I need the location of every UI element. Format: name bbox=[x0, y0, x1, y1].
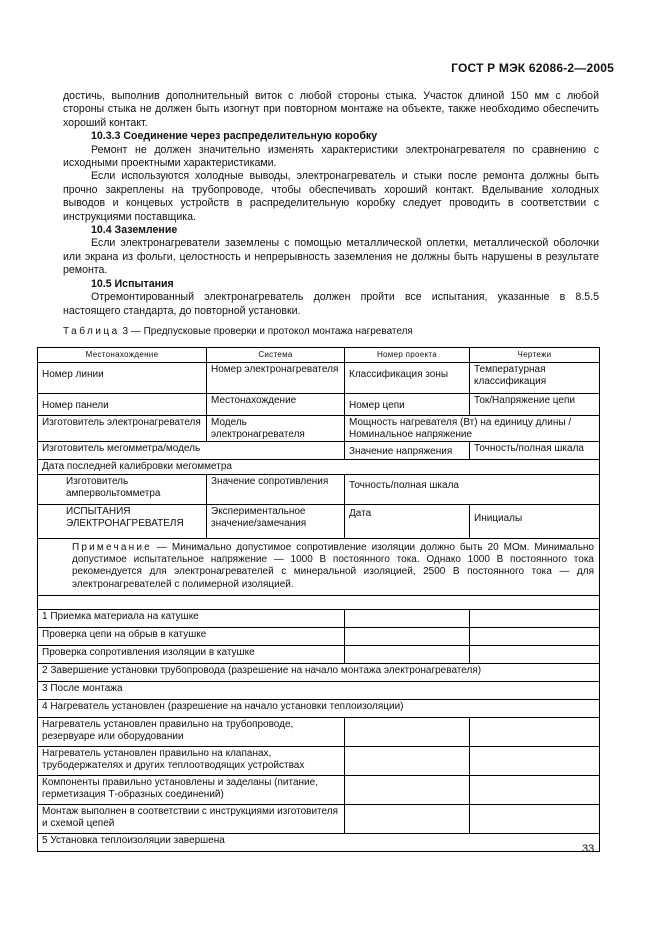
section-heading-10-4: 10.4 Заземление bbox=[91, 224, 178, 237]
table-row bbox=[38, 746, 600, 775]
paragraph: Ремонт не должен значительно изменять характеристики электронагревателя по сравнению с исходными проектными характеристиками. bbox=[63, 143, 599, 170]
table-row bbox=[38, 460, 600, 475]
table-cell bbox=[470, 609, 600, 627]
table-cell: 1 Приемка материала на катушке bbox=[38, 609, 345, 627]
table-cell: Номер панели bbox=[38, 393, 207, 415]
table-cell bbox=[345, 775, 470, 804]
spacer-cell bbox=[38, 595, 600, 609]
table-cell: Классификация зоны bbox=[345, 362, 470, 393]
table-cell: Точность/полная шкала bbox=[345, 474, 600, 504]
table-row bbox=[38, 717, 600, 746]
table-row bbox=[38, 645, 600, 663]
table-cell: 2 Завершение установки трубопровода (разрешение на начало монтажа электронагревателя) bbox=[38, 663, 600, 681]
page-number: 33 bbox=[582, 843, 595, 855]
table-row bbox=[38, 609, 600, 627]
table-row bbox=[38, 504, 600, 538]
table-cell: Местонахождение bbox=[207, 393, 345, 415]
table-cell bbox=[345, 804, 470, 833]
table-row bbox=[38, 775, 600, 804]
note-text: — Минимально допустимое сопротивление изоляции должно быть 20 МОм. Минимально допустимое испытательное напряжение — 1000 В постоянного тока. Однако 1000 В постоянного тока рекомендуется для электронагревателей с минеральной изоляцией, 2500 В постоянного тока — для электронагревателей с полимерной изоляцией. bbox=[72, 541, 594, 590]
table-cell: Дата bbox=[345, 504, 470, 538]
document-code-header: ГОСТ Р МЭК 62086-2—2005 bbox=[451, 61, 614, 75]
table-cell: Инициалы bbox=[470, 504, 600, 538]
paragraph: достичь, выполнив дополнительный виток с любой стороны стыка. Участок длиной 150 мм с любой стороны стыка не должен быть изогнут при повторном монтаже на объекте, также необходимо обеспечить хороший контакт. bbox=[63, 90, 599, 129]
table-cell bbox=[345, 746, 470, 775]
paragraph: Отремонтированный электронагреватель должен пройти все испытания, указанные в 8.5.5 настоящего стандарта, до повторной установки. bbox=[63, 291, 599, 317]
table-cell bbox=[470, 627, 600, 645]
table-cell bbox=[470, 717, 600, 746]
table-cell: Изготовитель ампервольтомметра bbox=[38, 474, 207, 504]
installation-protocol-table bbox=[37, 347, 600, 852]
table-cell bbox=[470, 775, 600, 804]
table-row bbox=[38, 595, 600, 609]
table-row bbox=[38, 393, 600, 415]
table-cell: 4 Нагреватель установлен (разрешение на начало установки теплоизоляции) bbox=[38, 699, 600, 717]
note-word: Примечание bbox=[72, 541, 152, 553]
table-row bbox=[38, 699, 600, 717]
table-cell: 3 После монтажа bbox=[38, 681, 600, 699]
table-caption bbox=[63, 326, 413, 337]
paragraph: Если электронагреватели заземлены с помощью металлической оплетки, металлической оболочки или экрана из фольги, целостность и непрерывность заземления не должны быть нарушены в результате ремонта. bbox=[63, 237, 599, 277]
table-cell: Номер цепи bbox=[345, 393, 470, 415]
table-row bbox=[38, 663, 600, 681]
table-cell bbox=[470, 746, 600, 775]
table-row bbox=[38, 804, 600, 833]
table-row bbox=[38, 474, 600, 504]
table-cell: Проверка цепи на обрыв в катушке bbox=[38, 627, 345, 645]
section-heading-10-3-3: 10.3.3 Соединение через распределительную коробку bbox=[91, 130, 378, 143]
table-cell: Ток/Напряжение цепи bbox=[470, 393, 600, 415]
table-header-row bbox=[38, 348, 600, 363]
table-cell: Дата последней калибровки мегомметра bbox=[38, 460, 600, 475]
table-cell: Изготовитель электронагревателя bbox=[38, 415, 207, 442]
table-cell bbox=[470, 804, 600, 833]
table-cell: Изготовитель мегомметра/модель bbox=[38, 442, 345, 460]
table-cell bbox=[470, 645, 600, 663]
table-cell bbox=[345, 627, 470, 645]
table-row bbox=[38, 681, 600, 699]
table-row bbox=[38, 362, 600, 393]
table-cell: Мощность нагревателя (Вт) на единицу длины / Номинальное напряжение bbox=[345, 415, 600, 442]
table-cell: Нагреватель установлен правильно на клапанах, трубодержателях и других теплоотводящих устройствах bbox=[38, 746, 345, 775]
table-cell: Проверка сопротивления изоляции в катушке bbox=[38, 645, 345, 663]
table-row bbox=[38, 415, 600, 442]
table-cell bbox=[345, 645, 470, 663]
table-row bbox=[38, 627, 600, 645]
table-cell: Значение сопротивления bbox=[207, 474, 345, 504]
table-cell: Номер электронагревателя bbox=[207, 362, 345, 393]
table-caption-text: 3 — Предпусковые проверки и протокол монтажа нагревателя bbox=[122, 326, 413, 337]
table-cell bbox=[345, 717, 470, 746]
col-header: Местонахождение bbox=[38, 348, 207, 363]
table-cell: Компоненты правильно установлены и заделаны (питание, герметизация Т-образных соединений) bbox=[38, 775, 345, 804]
col-header: Система bbox=[207, 348, 345, 363]
table-cell: Экспериментальное значение/замечания bbox=[207, 504, 345, 538]
col-header: Номер проекта bbox=[345, 348, 470, 363]
table-cell: Нагреватель установлен правильно на трубопроводе, резервуаре или оборудовании bbox=[38, 717, 345, 746]
table-note bbox=[38, 538, 600, 595]
body-text bbox=[63, 90, 599, 318]
col-header: Чертежи bbox=[470, 348, 600, 363]
table-cell: Точность/полная шкала bbox=[470, 442, 600, 460]
table-cell bbox=[345, 609, 470, 627]
table-cell: Модель электронагревателя bbox=[207, 415, 345, 442]
table-cell: ИСПЫТАНИЯ ЭЛЕКТРОНАГРЕВАТЕЛЯ bbox=[38, 504, 207, 538]
table-cell: 5 Установка теплоизоляции завершена bbox=[38, 833, 600, 851]
paragraph: Если используются холодные выводы, электронагреватель и стыки после ремонта должны быть прочно закреплены на трубопроводе, чтобы обеспечивать хороший контакт. Вделывание холодных выводов и концевых устройств в распределительную коробку следует проводить в соответствии с инструкциями поставщика. bbox=[63, 170, 599, 223]
table-caption-word: Таблица bbox=[63, 326, 120, 337]
table-cell: Монтаж выполнен в соответствии с инструкциями изготовителя и схемой цепей bbox=[38, 804, 345, 833]
table-cell: Температурная классификация bbox=[470, 362, 600, 393]
section-heading-10-5: 10.5 Испытания bbox=[91, 277, 174, 290]
table-cell: Номер линии bbox=[38, 362, 207, 393]
table-row bbox=[38, 442, 600, 460]
table-cell: Значение напряжения bbox=[345, 442, 470, 460]
table-note-row bbox=[38, 538, 600, 595]
table-row bbox=[38, 833, 600, 851]
